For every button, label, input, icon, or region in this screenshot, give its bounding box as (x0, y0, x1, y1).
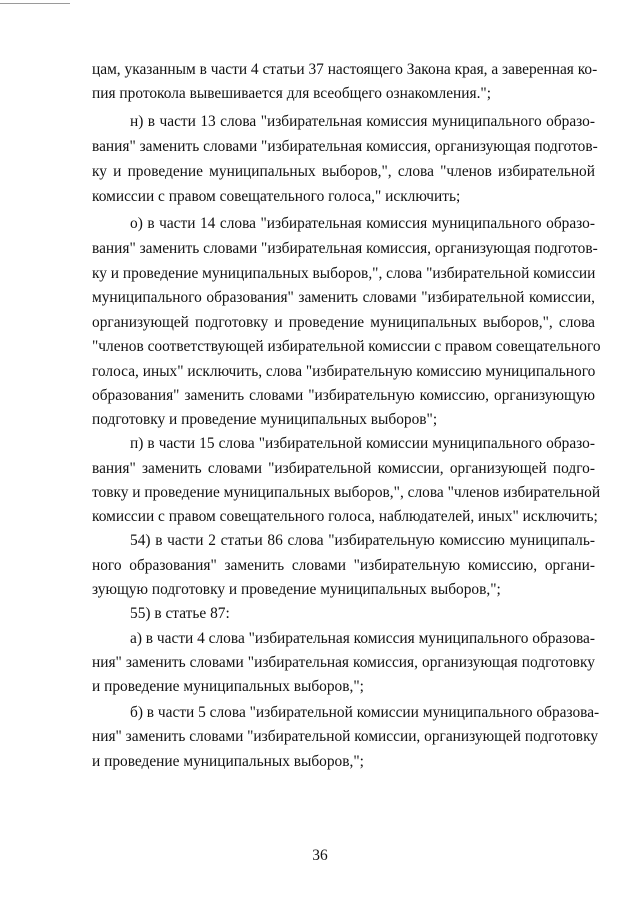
text-line: вания" заменить словами "избирательная комиссия, организующая подготов- (92, 240, 598, 257)
text-line: комиссии с правом совещательного голоса," исключить; (92, 188, 461, 205)
text-line: пия протокола вывешивается для всеобщего ознакомления."; (92, 85, 491, 102)
text-line: 54) в части 2 статьи 86 слова "избирательную комиссию муниципаль- (130, 532, 595, 549)
text-line: 55) в статье 87: (130, 605, 230, 622)
text-line: ния" заменить словами "избирательной комиссии, организующей подготовку (92, 728, 599, 745)
text-line: а) в части 4 слова "избирательная комиссия муниципального образова- (130, 630, 596, 647)
text-line: комиссии с правом совещательного голоса, наблюдателей, иных" исключить; (92, 508, 598, 525)
text-line: вания" заменить словами "избирательной комиссии, организующей подго- (92, 460, 595, 477)
text-line: и проведение муниципальных выборов,"; (92, 678, 364, 695)
text-line: ния" заменить словами "избирательная комиссия, организующая подготовку (92, 654, 595, 671)
text-line: подготовку и проведение муниципальных выборов"; (92, 411, 438, 428)
text-line: н) в части 13 слова "избирательная комиссия муниципального образо- (130, 113, 595, 130)
text-line: образования" заменить словами "избирательную комиссию, организующую (92, 387, 595, 404)
text-line: о) в части 14 слова "избирательная комиссия муниципального образо- (130, 215, 595, 232)
text-line: цам, указанным в части 4 статьи 37 настоящего Закона края, а заверенная ко- (92, 61, 598, 78)
text-line: и проведение муниципальных выборов,"; (92, 753, 364, 770)
text-line: товку и проведение муниципальных выборов,", слова "членов избирательной (92, 484, 601, 501)
text-line: "членов соответствующей избирательной комиссии с правом совещательного (92, 338, 601, 355)
text-line: муниципального образования" заменить словами "избирательной комиссии, (92, 289, 595, 306)
text-line: организующей подготовку и проведение муниципальных выборов,", слова (92, 314, 595, 331)
text-line: ку и проведение муниципальных выборов,", слова "избирательной комиссии (92, 265, 596, 282)
text-line: голоса, иных" исключить, слова "избирательную комиссию муниципального (92, 363, 596, 380)
page-number: 36 (312, 847, 328, 864)
scan-edge-mark (0, 3, 70, 4)
text-line: ку и проведение муниципальных выборов,", слова "членов избирательной (92, 163, 595, 180)
text-line: вания" заменить словами "избирательная комиссия, организующая подготов- (92, 138, 598, 155)
text-line: б) в части 5 слова "избирательной комиссии муниципального образова- (130, 704, 600, 721)
text-line: п) в части 15 слова "избирательной комиссии муниципального образо- (130, 435, 595, 452)
text-line: ного образования" заменить словами "избирательную комиссию, органи- (92, 557, 595, 574)
text-line: зующую подготовку и проведение муниципальных выборов,"; (92, 581, 501, 598)
